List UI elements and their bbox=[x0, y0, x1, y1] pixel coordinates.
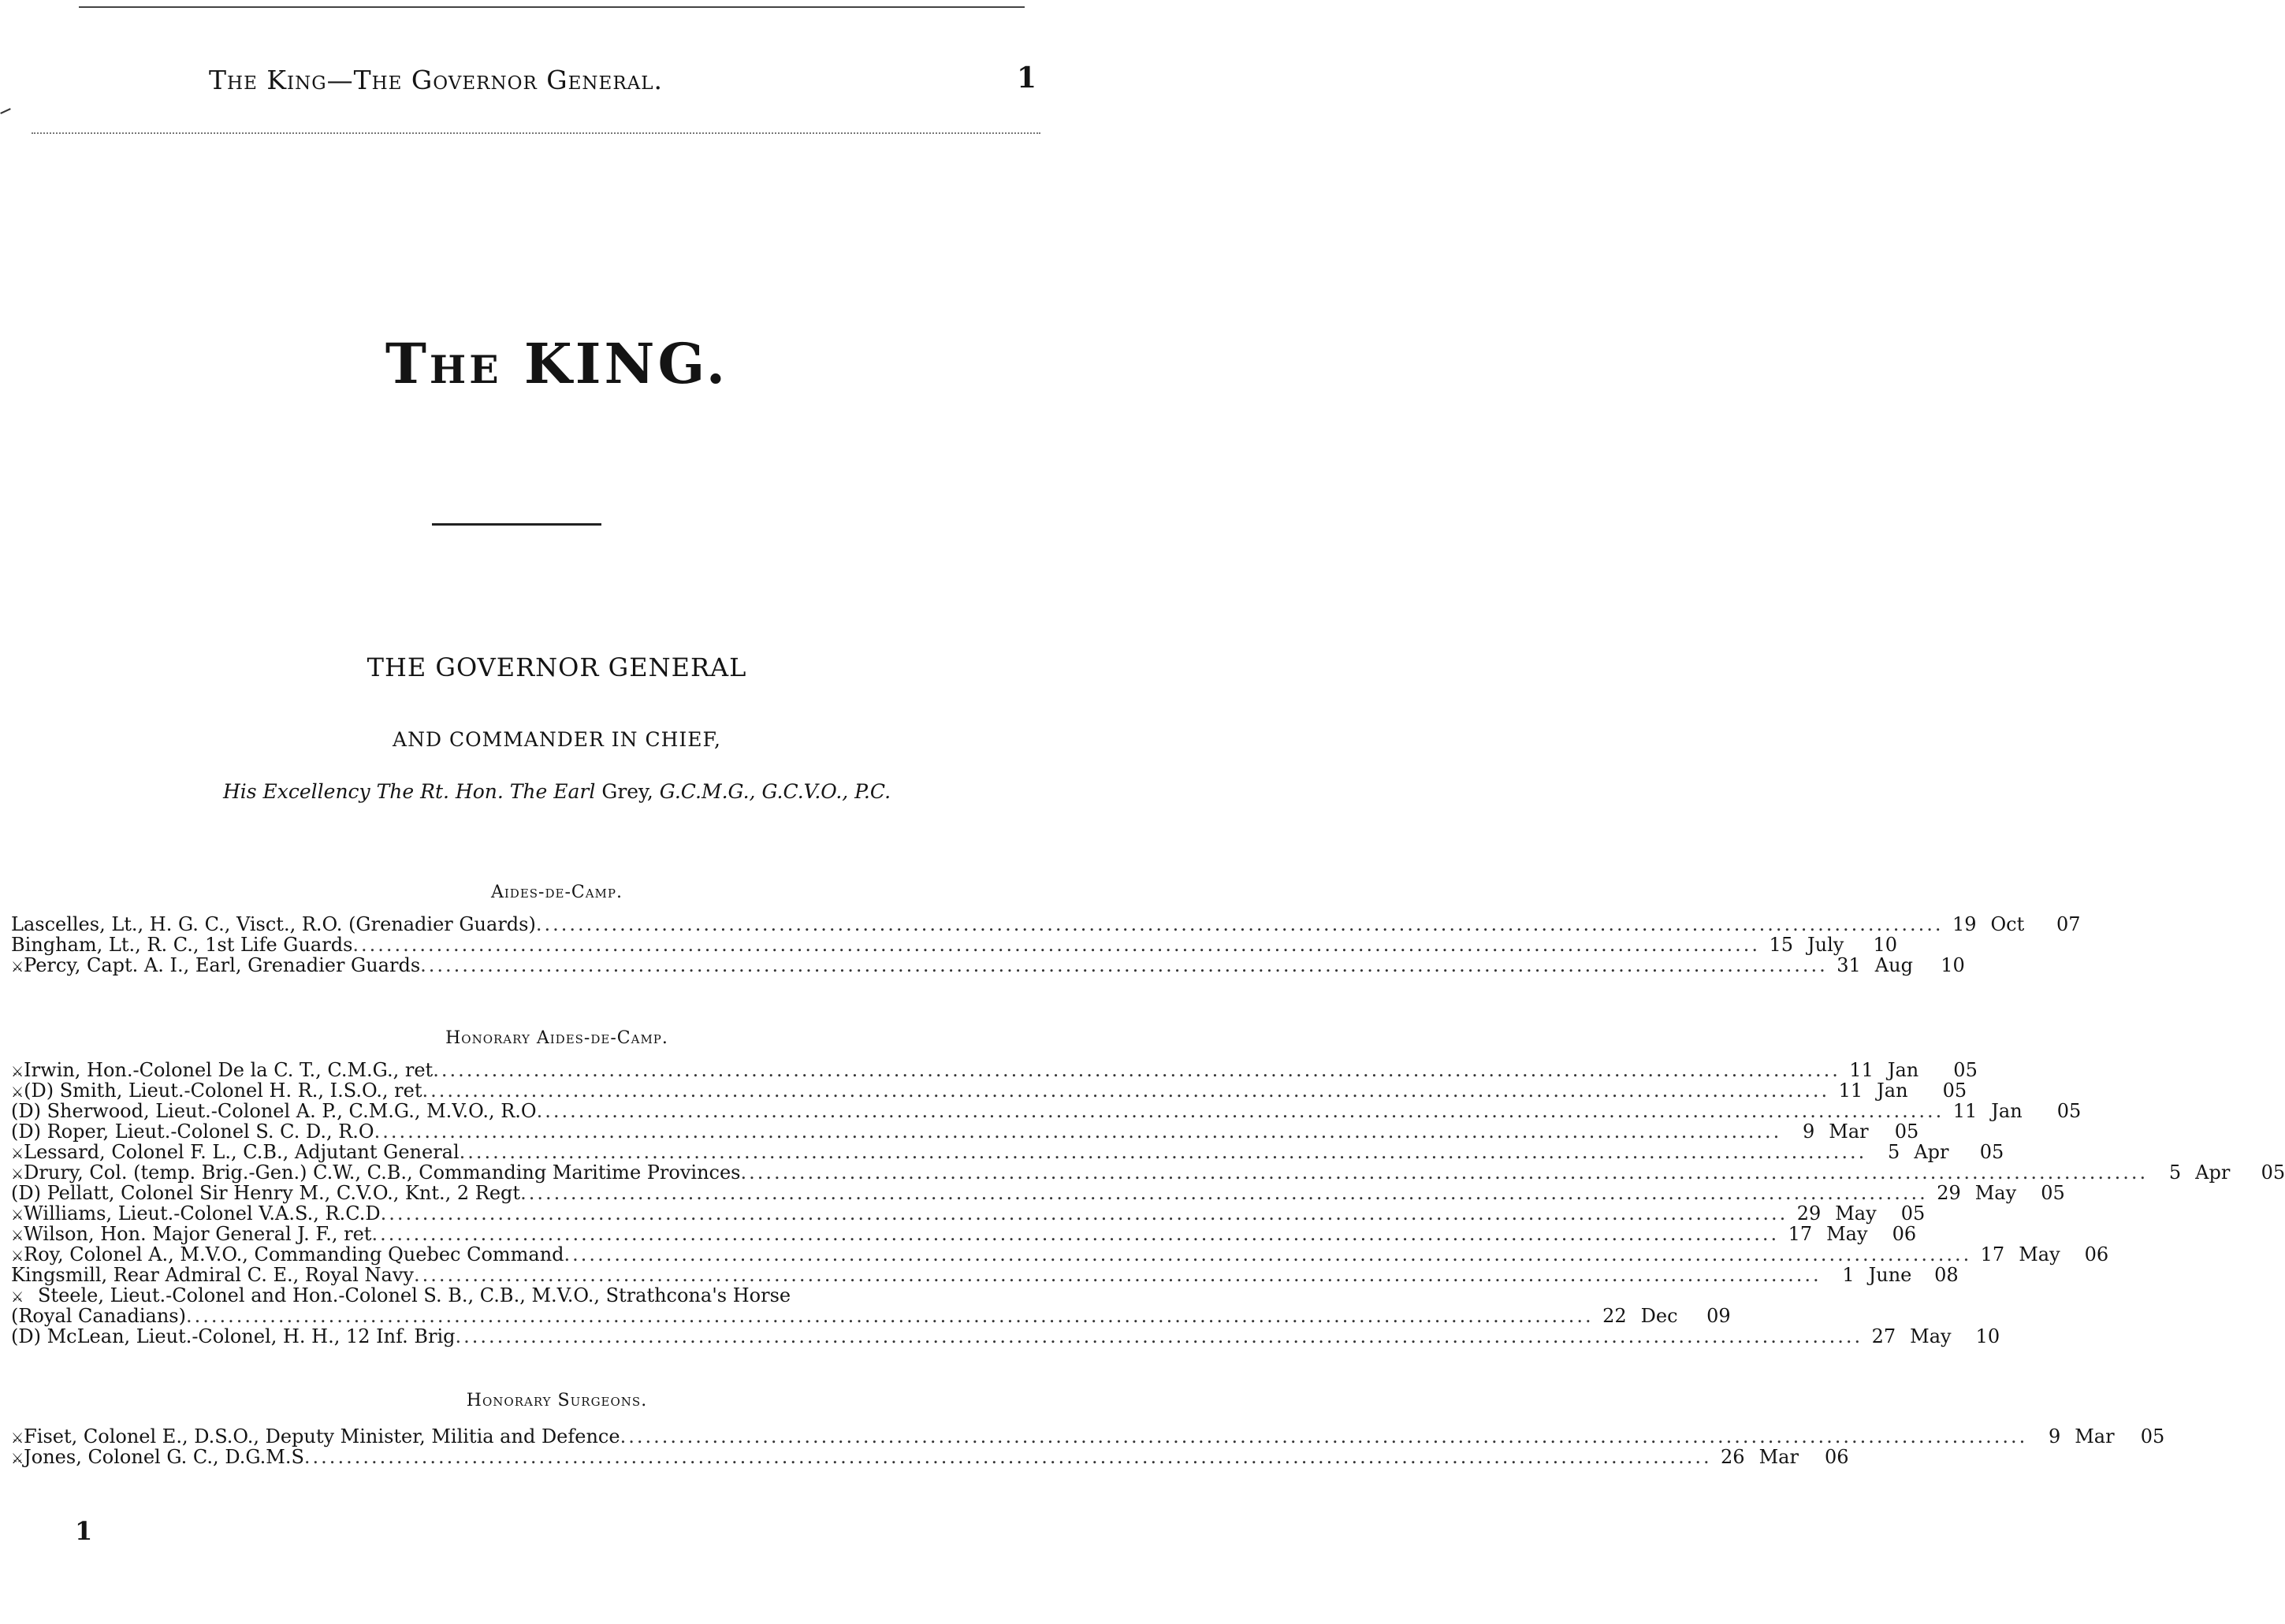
entry-month: Dec bbox=[1640, 1305, 1678, 1327]
crossed-swords-icon: ⚔ bbox=[11, 1451, 24, 1467]
entry-name: (Royal Canadians) bbox=[11, 1305, 186, 1327]
governor-general-name bbox=[0, 780, 1114, 803]
entry-day: 11 bbox=[1952, 1100, 1978, 1122]
surgeons-heading: Honorary Surgeons. bbox=[466, 1391, 648, 1410]
entry-month: July bbox=[1807, 934, 1844, 956]
list-item bbox=[11, 1182, 2065, 1204]
crossed-swords-icon: ⚔ bbox=[11, 1084, 24, 1101]
entry-day: 19 bbox=[1952, 913, 1977, 935]
crossed-swords-icon: ⚔ bbox=[11, 1430, 24, 1447]
entry-year: 09 bbox=[1706, 1305, 1731, 1327]
list-item bbox=[11, 1325, 2000, 1347]
entry-month: May bbox=[1910, 1325, 1952, 1347]
list-item bbox=[11, 1285, 1058, 1306]
list-item bbox=[11, 1161, 2285, 1184]
entry-month: Apr bbox=[2195, 1161, 2231, 1184]
entry-month: Mar bbox=[1829, 1120, 1869, 1143]
entry-name: Lascelles, Lt., H. G. C., Visct., R.O. (Grenadier Guards) bbox=[11, 913, 536, 935]
list-item bbox=[11, 1305, 1731, 1327]
entry-name: (D) Sherwood, Lieut.-Colonel A. P., C.M.G., M.V.O., R.O bbox=[11, 1100, 537, 1122]
list-item bbox=[11, 1080, 1967, 1102]
list-item bbox=[11, 1120, 1919, 1143]
entry-name: (D) Roper, Lieut.-Colonel S. C. D., R.O bbox=[11, 1120, 374, 1143]
entry-year: 05 bbox=[2140, 1425, 2165, 1447]
leader-dots bbox=[352, 935, 1760, 955]
running-head: The King—The Governor General. bbox=[209, 65, 664, 95]
leader-dots bbox=[381, 1203, 1788, 1224]
entry-year: 05 bbox=[2261, 1161, 2285, 1184]
entry-day: 11 bbox=[1849, 1059, 1874, 1081]
entry-year: 05 bbox=[2056, 1100, 2082, 1122]
entry-name: Irwin, Hon.-Colonel De la C. T., C.M.G., ret bbox=[24, 1059, 434, 1081]
leader-dots bbox=[371, 1224, 1779, 1244]
list-item bbox=[11, 1243, 2109, 1265]
entry-name: Percy, Capt. A. I., Earl, Grenadier Guards bbox=[24, 954, 421, 976]
list-item bbox=[11, 1223, 1917, 1245]
entry-year: 10 bbox=[1873, 934, 1898, 956]
leader-dots bbox=[374, 1121, 1782, 1142]
king-title: The KING. bbox=[385, 331, 729, 396]
entry-day: 17 bbox=[1980, 1243, 2005, 1265]
entry-day: 5 bbox=[1888, 1141, 1900, 1163]
section-divider bbox=[432, 523, 601, 526]
honorary-aides-list bbox=[11, 1059, 2285, 1347]
entry-month: May bbox=[1826, 1223, 1868, 1245]
crossed-swords-icon: ⚔ bbox=[11, 1166, 24, 1183]
entry-month: Jan bbox=[1991, 1100, 2023, 1122]
leader-dots bbox=[460, 1142, 1867, 1162]
leader-dots bbox=[422, 1080, 1829, 1101]
leader-dots bbox=[520, 1183, 1928, 1203]
surgeons-list bbox=[11, 1425, 2165, 1468]
entry-day: 17 bbox=[1788, 1223, 1813, 1245]
list-item bbox=[11, 1100, 2082, 1122]
crossed-swords-icon: ⚔ bbox=[11, 959, 24, 976]
crossed-swords-icon: ⚔ bbox=[11, 1146, 24, 1162]
leader-dots bbox=[414, 1265, 1822, 1285]
entry-day: 9 bbox=[1802, 1120, 1815, 1143]
entry-name: Wilson, Hon. Major General J. F., ret bbox=[24, 1223, 372, 1245]
entry-day: 26 bbox=[1721, 1446, 1745, 1468]
entry-name: Bingham, Lt., R. C., 1st Life Guards bbox=[11, 934, 353, 956]
leader-dots bbox=[536, 914, 1944, 935]
leader-dots bbox=[620, 1426, 2028, 1447]
leader-dots bbox=[420, 955, 1828, 976]
list-item bbox=[11, 913, 2081, 935]
governor-general-title: THE GOVERNOR GENERAL bbox=[367, 652, 747, 682]
entry-year: 05 bbox=[1900, 1202, 1926, 1225]
entry-day: 1 bbox=[1842, 1264, 1855, 1286]
entry-year: 10 bbox=[1941, 954, 1965, 976]
crossed-swords-icon: ⚔ bbox=[11, 1228, 24, 1244]
entry-month: Aug bbox=[1874, 954, 1913, 976]
footer-folio: 1 bbox=[75, 1516, 93, 1546]
entry-month: Mar bbox=[1758, 1446, 1799, 1468]
entry-name: Jones, Colonel G. C., D.G.M.S bbox=[24, 1446, 304, 1468]
entry-name: Fiset, Colonel E., D.S.O., Deputy Minister, Militia and Defence bbox=[24, 1425, 620, 1447]
entry-day: 29 bbox=[1796, 1202, 1822, 1225]
entry-year: 05 bbox=[2041, 1182, 2065, 1204]
entry-month: Jan bbox=[1877, 1080, 1908, 1102]
entry-year: 10 bbox=[1975, 1325, 2000, 1347]
entry-day: 22 bbox=[1602, 1305, 1627, 1327]
entry-name: (D) Smith, Lieut.-Colonel H. R., I.S.O., ret bbox=[24, 1080, 422, 1102]
entry-name: (D) Pellatt, Colonel Sir Henry M., C.V.O., Knt., 2 Regt bbox=[11, 1182, 521, 1204]
entry-year: 05 bbox=[1979, 1141, 2004, 1163]
entry-day: 11 bbox=[1838, 1080, 1863, 1102]
entry-month: Oct bbox=[1990, 913, 2025, 935]
leader-dots bbox=[564, 1244, 1972, 1265]
entry-month: May bbox=[1835, 1202, 1877, 1225]
entry-month: May bbox=[2019, 1243, 2060, 1265]
name-plain: Grey, bbox=[601, 780, 653, 803]
entry-day: 9 bbox=[2048, 1425, 2061, 1447]
list-item bbox=[11, 1264, 1959, 1286]
entry-name: Lessard, Colonel F. L., C.B., Adjutant General bbox=[24, 1141, 460, 1163]
entry-month: Jan bbox=[1887, 1059, 1919, 1081]
entry-name: Williams, Lieut.-Colonel V.A.S., R.C.D bbox=[24, 1202, 381, 1225]
leader-dots bbox=[537, 1101, 1944, 1121]
entry-name: Steele, Lieut.-Colonel and Hon.-Colonel S. B., C.B., M.V.O., Strathcona's Horse bbox=[38, 1284, 791, 1306]
honorary-aides-heading: Honorary Aides-de-Camp. bbox=[445, 1028, 668, 1048]
entry-year: 06 bbox=[1825, 1446, 1849, 1468]
list-item bbox=[11, 1446, 1849, 1468]
entry-year: 05 bbox=[1942, 1080, 1967, 1102]
header-rule bbox=[32, 132, 1040, 134]
aides-list bbox=[11, 913, 2081, 976]
entry-day: 31 bbox=[1837, 954, 1861, 976]
entry-year: 07 bbox=[2056, 913, 2081, 935]
crossed-swords-icon: ⚔ bbox=[11, 1289, 24, 1306]
top-border-line bbox=[79, 6, 1025, 8]
page-number: 1 bbox=[1017, 61, 1037, 95]
name-italic: His Excellency The Rt. Hon. The Earl bbox=[222, 780, 596, 803]
leader-dots bbox=[186, 1306, 1594, 1326]
entry-day: 29 bbox=[1937, 1182, 1961, 1204]
governor-general-subtitle: AND COMMANDER IN CHIEF, bbox=[393, 728, 721, 751]
leader-dots bbox=[741, 1162, 2149, 1183]
entry-name: Drury, Col. (temp. Brig.-Gen.) C.W., C.B., Commanding Maritime Provinces bbox=[24, 1161, 741, 1184]
list-item bbox=[11, 1141, 2004, 1163]
entry-day: 15 bbox=[1769, 934, 1794, 956]
entry-name: (D) McLean, Lieut.-Colonel, H. H., 12 Inf. Brig bbox=[11, 1325, 456, 1347]
entry-month: June bbox=[1868, 1264, 1912, 1286]
crossed-swords-icon: ⚔ bbox=[11, 1207, 24, 1224]
entry-name: Kingsmill, Rear Admiral C. E., Royal Navy bbox=[11, 1264, 414, 1286]
list-item bbox=[11, 1425, 2165, 1447]
entry-year: 06 bbox=[1892, 1223, 1917, 1245]
leader-dots bbox=[304, 1447, 1712, 1467]
entry-day: 27 bbox=[1871, 1325, 1896, 1347]
name-honours: G.C.M.G., G.C.V.O., P.C. bbox=[659, 780, 891, 803]
entry-year: 08 bbox=[1934, 1264, 1959, 1286]
crossed-swords-icon: ⚔ bbox=[11, 1248, 24, 1265]
list-item bbox=[11, 1202, 1926, 1225]
margin-mark bbox=[0, 108, 11, 114]
entry-name: Roy, Colonel A., M.V.O., Commanding Quebec Command bbox=[24, 1243, 564, 1265]
entry-month: Mar bbox=[2075, 1425, 2115, 1447]
entry-year: 05 bbox=[1894, 1120, 1919, 1143]
entry-year: 05 bbox=[1953, 1059, 1978, 1081]
entry-month: Apr bbox=[1914, 1141, 1949, 1163]
entry-day: 5 bbox=[2168, 1161, 2182, 1184]
aides-heading: Aides-de-Camp. bbox=[490, 883, 623, 902]
list-item bbox=[11, 934, 1898, 956]
crossed-swords-icon: ⚔ bbox=[11, 1064, 24, 1080]
leader-dots bbox=[456, 1326, 1863, 1347]
entry-month: May bbox=[1974, 1182, 2017, 1204]
list-item bbox=[11, 954, 1965, 976]
list-item bbox=[11, 1059, 1978, 1081]
entry-year: 06 bbox=[2084, 1243, 2109, 1265]
leader-dots bbox=[433, 1060, 1840, 1080]
